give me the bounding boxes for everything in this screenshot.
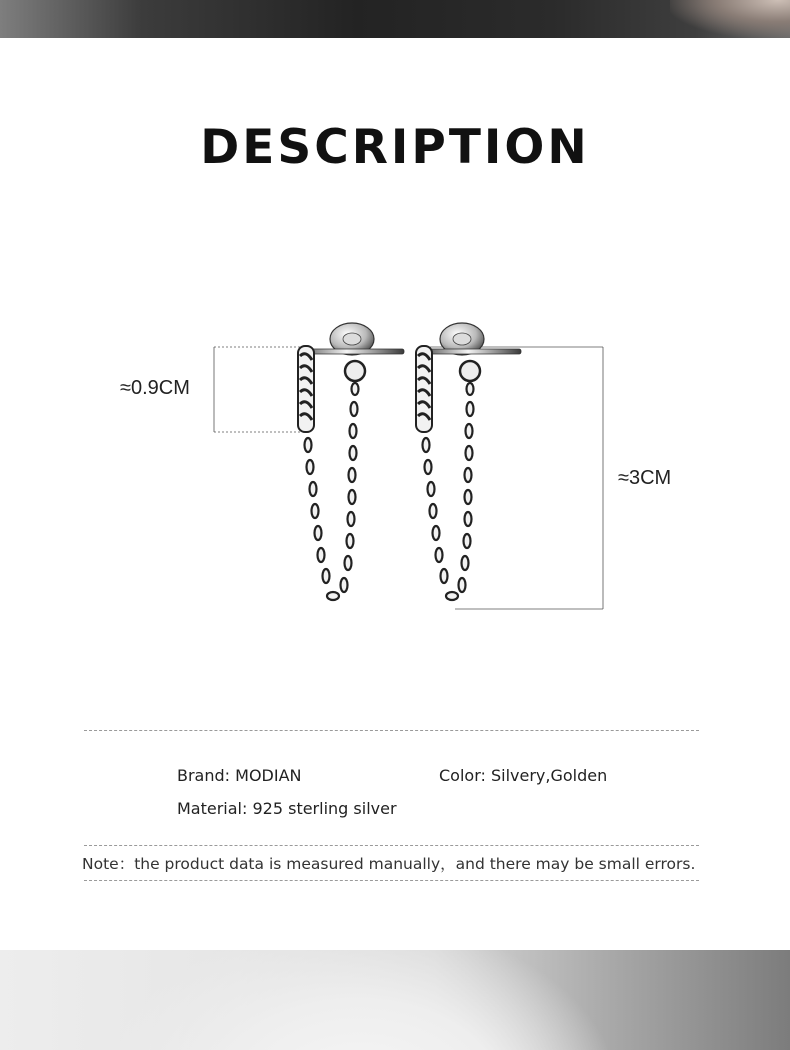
spec-material: Material: 925 sterling silver bbox=[177, 799, 397, 818]
top-photo-strip bbox=[0, 0, 790, 38]
drop-bracket bbox=[430, 347, 603, 609]
top-photo-skin bbox=[670, 0, 790, 38]
earrings-illustration bbox=[0, 300, 790, 630]
drop-dimension-label: ≈3CM bbox=[618, 467, 672, 489]
spec-color: Color: Silvery,Golden bbox=[439, 766, 608, 785]
length-dimension-label: ≈0.9CM bbox=[120, 377, 190, 399]
measurement-note: Note：the product data is measured manually，and there may be small errors. bbox=[82, 855, 696, 873]
bottom-photo-strip bbox=[0, 950, 790, 1050]
page-title: DESCRIPTION bbox=[200, 120, 590, 175]
divider-note-top bbox=[84, 845, 699, 846]
length-bracket bbox=[214, 347, 303, 432]
left-earring bbox=[298, 323, 404, 600]
spec-brand: Brand: MODIAN bbox=[177, 766, 302, 785]
product-figure bbox=[0, 300, 790, 630]
divider-note-bottom bbox=[84, 880, 699, 881]
right-earring bbox=[416, 323, 521, 600]
divider-top bbox=[84, 730, 699, 731]
